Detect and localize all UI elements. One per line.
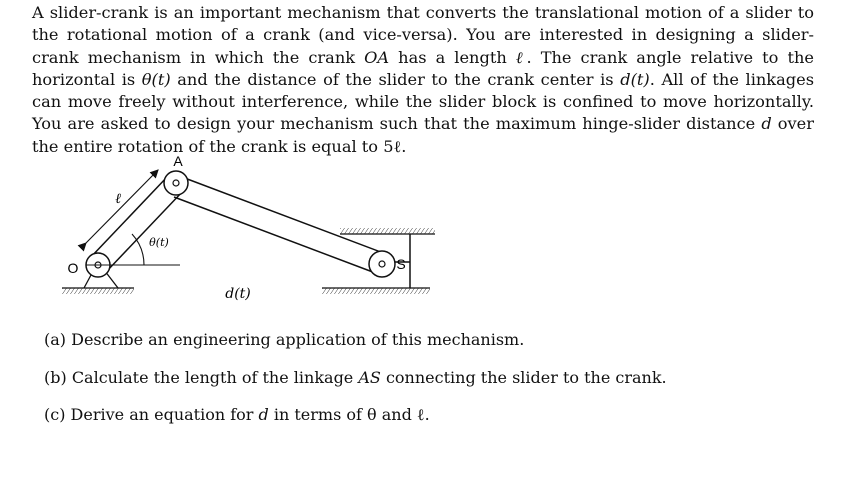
label-theta: θ(t)	[149, 236, 169, 249]
distance-symbol: d	[761, 114, 772, 134]
ground-right	[322, 288, 430, 294]
label-O: O	[67, 260, 79, 276]
question-b: (b) Calculate the length of the linkage AS connecting the slider to the crank.	[44, 368, 667, 387]
problem-statement: A slider-crank is an important mechanism that converts the translational motion of a slider to the rotational motion of a crank (and vice-versa). You are interested in designing a slider-crank mechanism in which the crank OA has a length ℓ. The crank angle relative to the horizontal is θ(t) and the distance of the slider to the crank center is d(t). All of the linkages can move freely without interference, while the slider block is confined to move horizontally. You are asked to design your mechanism such that the maximum hinge-slider distance d over the entire rotation of the crank is equal to 5ℓ.	[32, 3, 815, 156]
max-distance-value: 5ℓ	[383, 136, 402, 156]
label-distance: d(t)	[225, 286, 251, 302]
ground-left	[62, 288, 134, 294]
length-dimension-arrow	[86, 170, 158, 243]
question-a: (a) Describe an engineering application of this mechanism.	[44, 330, 525, 349]
label-S: S	[396, 256, 406, 272]
label-length: ℓ	[115, 191, 121, 207]
angle-expression: θ(t)	[141, 69, 171, 89]
hinge-A	[164, 171, 188, 195]
slider-guide-rail	[340, 228, 435, 234]
length-symbol: ℓ	[515, 47, 527, 67]
question-c: (c) Derive an equation for d in terms of θ and ℓ.	[44, 405, 430, 424]
label-A: A	[173, 153, 183, 169]
distance-expression: d(t)	[620, 69, 650, 89]
slider-block	[369, 251, 395, 277]
crank-symbol: OA	[364, 47, 390, 67]
connecting-rod	[174, 177, 386, 274]
slider-crank-diagram	[60, 150, 460, 305]
